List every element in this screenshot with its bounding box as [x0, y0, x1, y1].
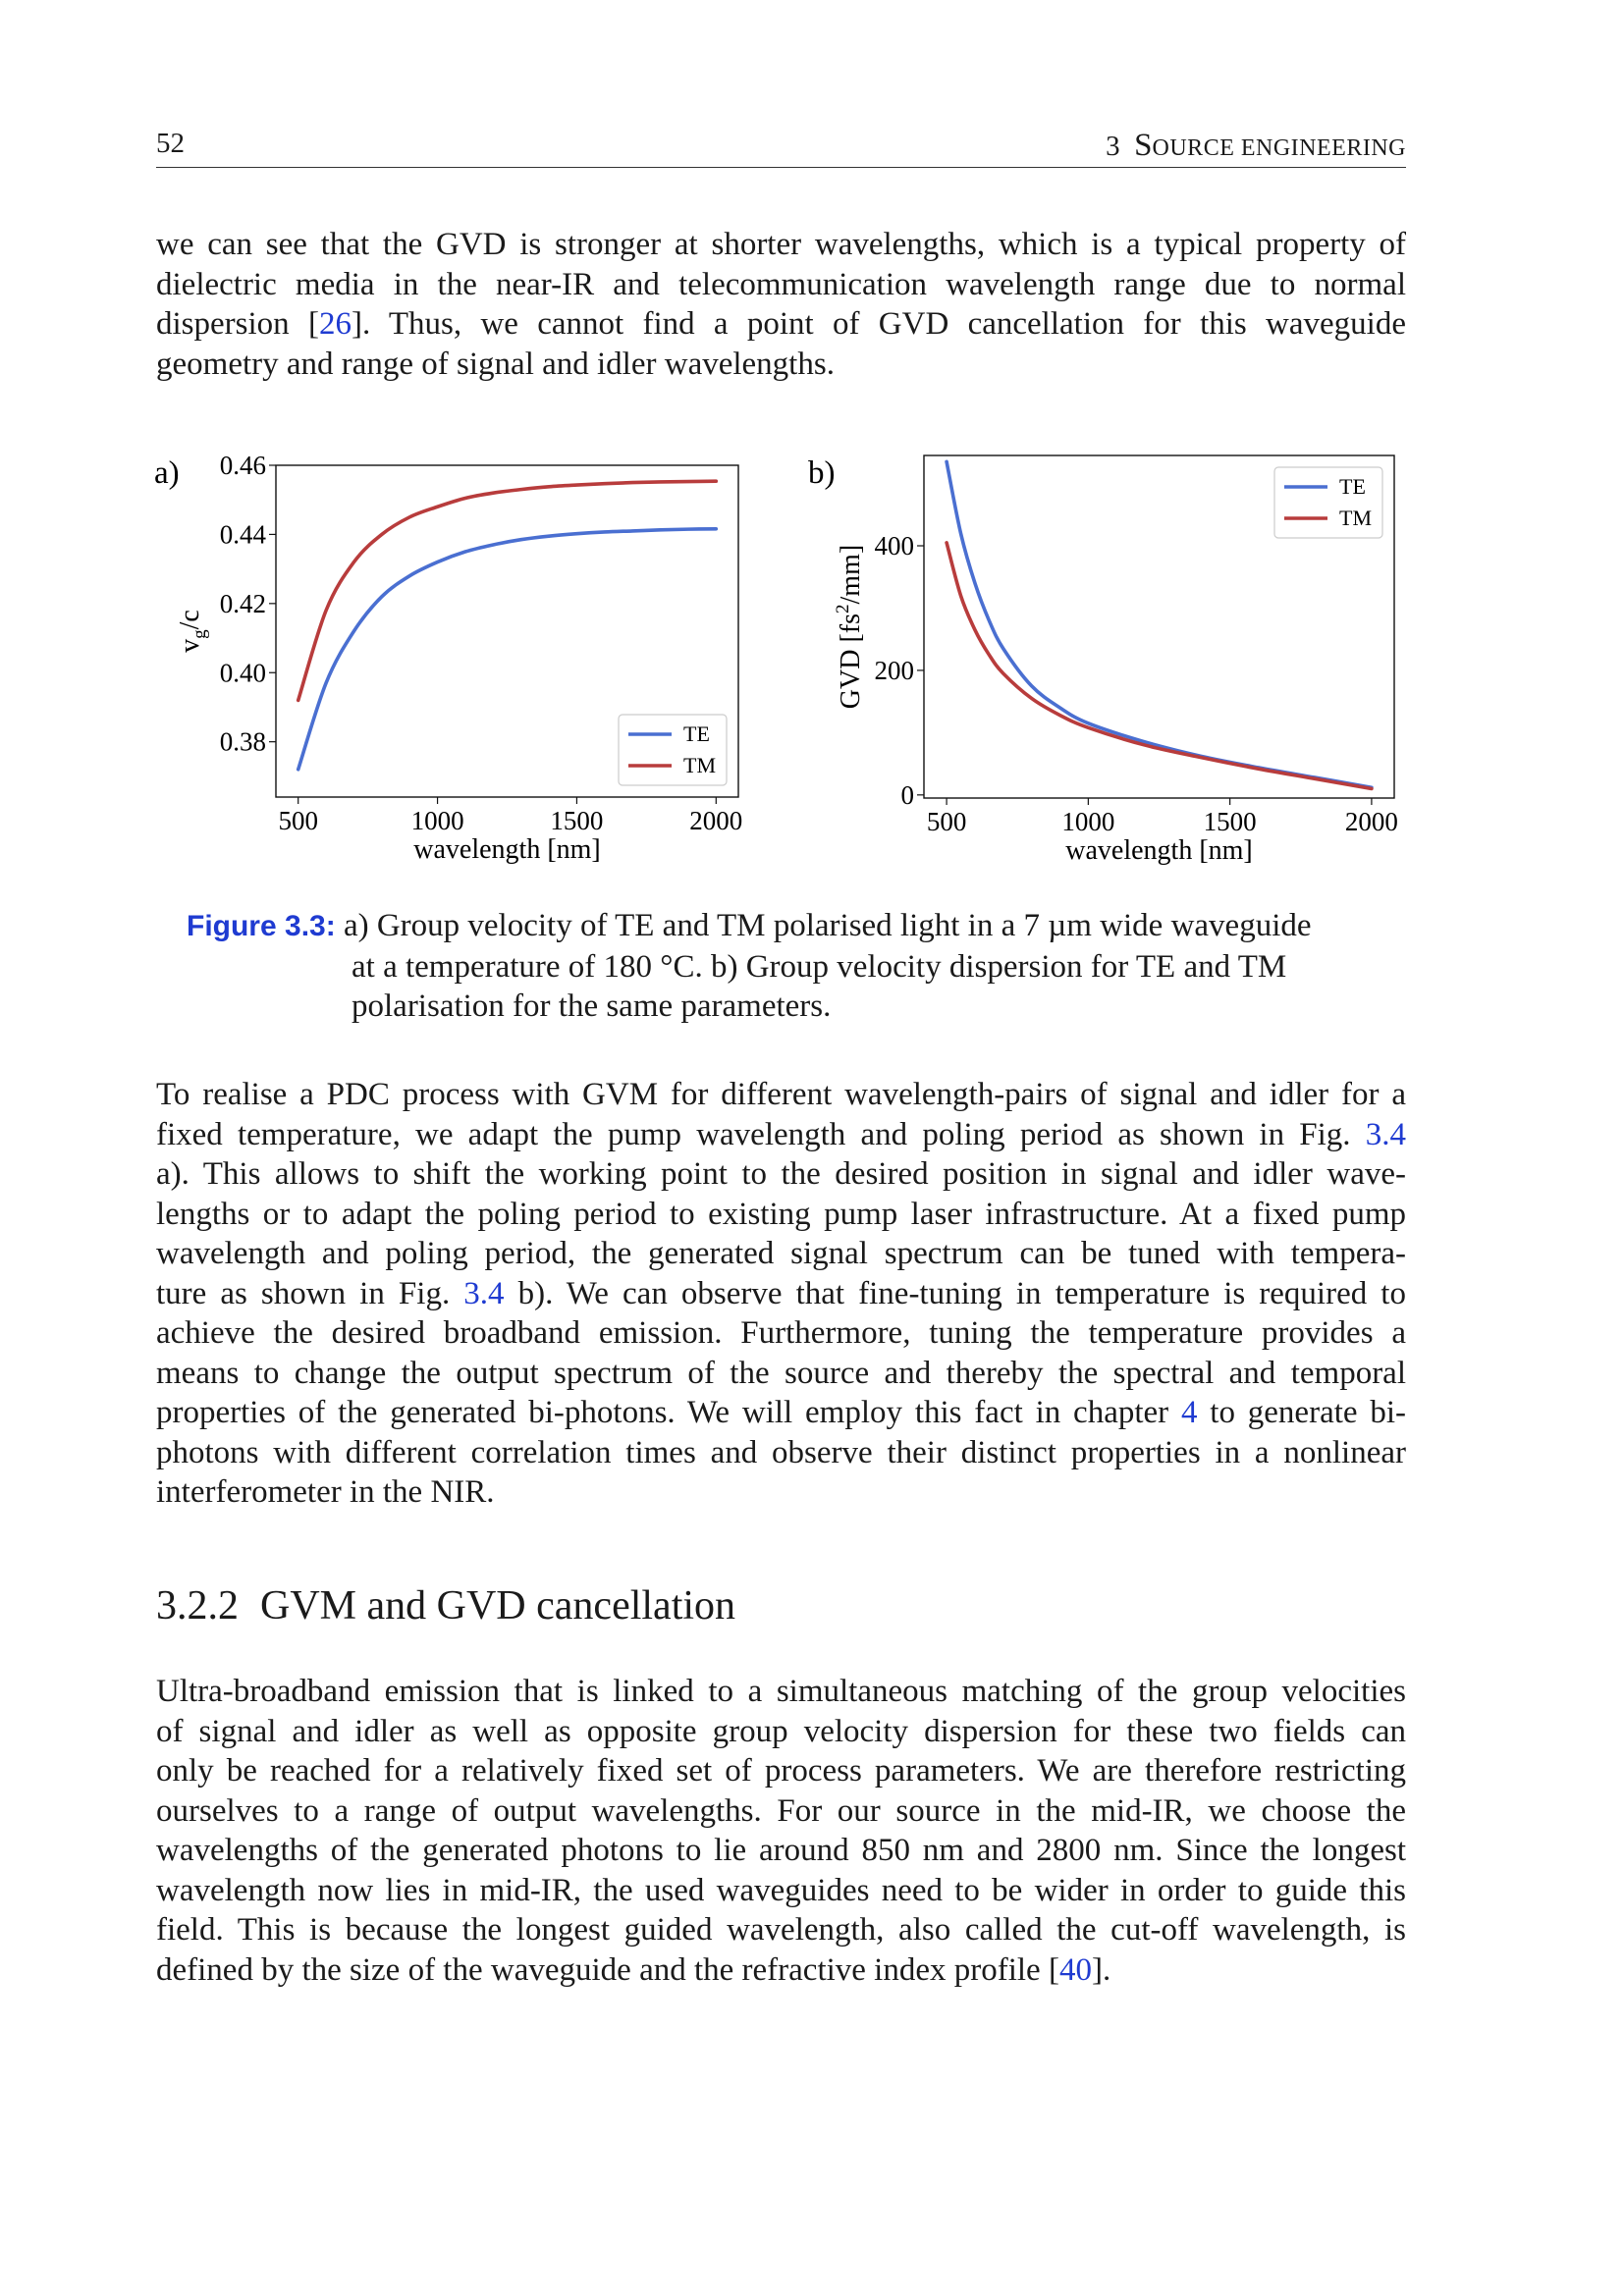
chart-panel-b [833, 455, 1398, 866]
text-line: properties of the generated bi-photons. We will employ this fact in chapter 4 to generate bi- [156, 1395, 1406, 1430]
x-tick-label: 1000 [410, 806, 464, 835]
text-line: ourselves to a range of output wavelengths. For our source in the mid-IR, we choose the [156, 1792, 1406, 1829]
y-tick-label: 0.44 [219, 519, 266, 550]
text-line: dispersion [26]. Thus, we cannot find a point of GVD cancellation for this waveguide [156, 306, 1406, 342]
text-line: dielectric media in the near-IR and telecommunication wavelength range due to normal [156, 266, 1406, 302]
series-line-tm [947, 543, 1372, 789]
chart-panel-a [175, 451, 742, 865]
chapter-title-rest: OURCE ENGINEERING [1152, 135, 1406, 161]
caption-line: polarisation for the same parameters. [352, 988, 832, 1024]
y-tick-label: 0.42 [219, 588, 266, 618]
text-line: achieve the desired broadband emission. Furthermore, tuning the temperature provides a [156, 1315, 1406, 1351]
y-tick-label: 0 [900, 779, 914, 810]
figure-caption [187, 906, 1384, 1027]
x-axis-label: wavelength [nm] [413, 834, 601, 865]
text-line: defined by the size of the waveguide and the refractive index profile [40]. [156, 1951, 1111, 1988]
y-tick-label: 0.46 [219, 451, 266, 480]
x-tick-label: 1500 [550, 806, 604, 835]
text-line: a). This allows to shift the working point to the desired position in signal and idler wave- [156, 1156, 1406, 1192]
citation-link[interactable]: 26 [318, 306, 352, 342]
chapter-title-initial: S [1134, 128, 1153, 163]
chapter-title [1106, 128, 1406, 164]
x-tick-label: 2000 [1344, 807, 1398, 836]
section-number: 3.2.2 [156, 1583, 239, 1629]
panel-a-label: a) [154, 455, 180, 491]
caption-line: at a temperature of 180 °C. b) Group velocity dispersion for TE and TM [352, 948, 1287, 985]
paragraph-gvm-gvd [156, 1672, 1406, 1990]
text-line: means to change the output spectrum of the source and thereby the spectral and temporal [156, 1355, 1406, 1391]
section-title: GVM and GVD cancellation [260, 1583, 736, 1629]
text-line: only be reached for a relatively fixed set of process parameters. We are therefore restricting [156, 1753, 1406, 1789]
text-line: geometry and range of signal and idler wavelengths. [156, 346, 835, 382]
text-line: of signal and idler as well as opposite group velocity dispersion for these two fields can [156, 1713, 1406, 1749]
figure-3-3 [147, 442, 1424, 893]
text-line: To realise a PDC process with GVM for different wavelength-pairs of signal and idler for a [156, 1077, 1406, 1112]
text-line: we can see that the GVD is stronger at shorter wavelengths, which is a typical property of [156, 227, 1406, 262]
y-axis-label: $v_g/c$ [175, 610, 210, 653]
citation-link[interactable]: 40 [1058, 1951, 1092, 1988]
paragraph-gvd [156, 225, 1406, 384]
figure-label: Figure 3.3: [187, 910, 336, 942]
text-line: field. This is because the longest guided wavelength, also called the cut-off wavelength, is [156, 1912, 1406, 1948]
text-line: ture as shown in Fig. 3.4 b). We can observe that fine-tuning in temperature is required to [156, 1275, 1406, 1311]
legend-label: TE [683, 721, 710, 746]
text-line: wavelength now lies in mid-IR, the used waveguides need to be wider in order to guide this [156, 1872, 1406, 1908]
x-tick-label: 500 [926, 807, 967, 836]
paragraph-pdc [156, 1075, 1406, 1513]
x-tick-label: 1000 [1061, 807, 1115, 836]
legend-label: TM [683, 753, 716, 777]
running-header [156, 124, 1406, 168]
x-tick-label: 500 [278, 806, 318, 835]
chapter-link[interactable]: 4 [1180, 1395, 1198, 1430]
panel-b-label: b) [808, 455, 836, 491]
chapter-number: 3 [1106, 131, 1120, 162]
series-line-tm [298, 481, 717, 700]
y-tick-label: 200 [874, 655, 914, 685]
figure-link[interactable]: 3.4 [1365, 1116, 1406, 1152]
section-heading [156, 1582, 735, 1629]
x-axis-label: wavelength [nm] [1065, 835, 1253, 866]
text-line: interferometer in the NIR. [156, 1474, 495, 1510]
caption-line: a) Group velocity of TE and TM polarised light in a 7 µm wide waveguide [343, 908, 1312, 943]
y-tick-label: 0.38 [219, 726, 266, 757]
legend-label: TM [1339, 506, 1372, 530]
y-tick-label: 400 [874, 531, 914, 561]
figure-link[interactable]: 3.4 [463, 1275, 505, 1311]
text-line: wavelength and poling period, the generated signal spectrum can be tuned with tempera- [156, 1236, 1406, 1271]
text-line: photons with different correlation times and observe their distinct properties in a nonlinear [156, 1434, 1406, 1470]
text-line: Ultra-broadband emission that is linked to a simultaneous matching of the group velocities [156, 1674, 1406, 1709]
text-line: lengths or to adapt the poling period to existing pump laser infrastructure. At a fixed pump [156, 1196, 1406, 1232]
x-tick-label: 2000 [689, 806, 743, 835]
page-number: 52 [156, 128, 185, 159]
y-tick-label: 0.40 [219, 658, 266, 688]
text-line: wavelengths of the generated photons to lie around 850 nm and 2800 nm. Since the longest [156, 1833, 1406, 1868]
text-line: fixed temperature, we adapt the pump wavelength and poling period as shown in Fig. 3.4 [156, 1116, 1406, 1152]
legend-label: TE [1339, 474, 1366, 499]
y-axis-label: GVD $[fs^2/mm]$ [833, 544, 866, 710]
x-tick-label: 1500 [1203, 807, 1257, 836]
figure-plots [147, 442, 1424, 893]
